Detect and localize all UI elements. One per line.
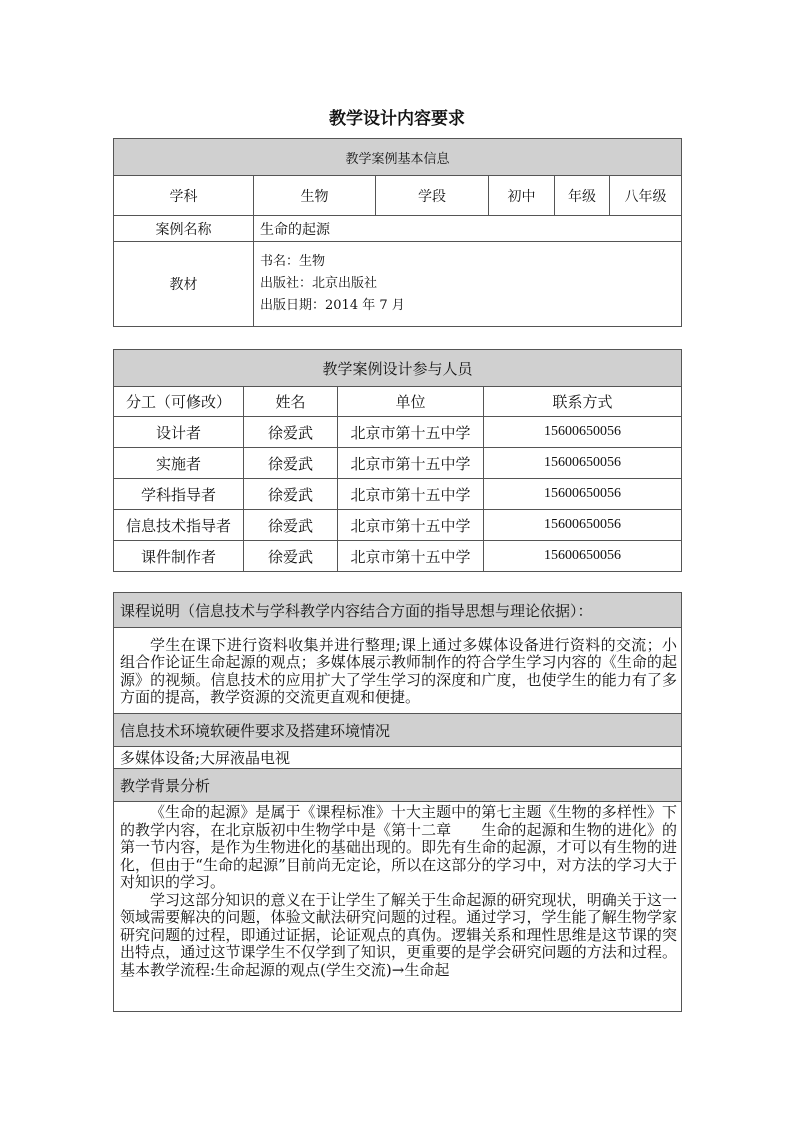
role-cell: 信息技术指导者 bbox=[114, 510, 244, 541]
case-name-value: 生命的起源 bbox=[254, 216, 682, 242]
stage-label: 学段 bbox=[376, 176, 489, 216]
unit-cell: 北京市第十五中学 bbox=[338, 417, 484, 448]
unit-cell: 北京市第十五中学 bbox=[338, 510, 484, 541]
role-cell: 学科指导者 bbox=[114, 479, 244, 510]
environment-header: 信息技术环境软硬件要求及搭建环境情况 bbox=[114, 714, 682, 747]
grade-label: 年级 bbox=[555, 176, 610, 216]
name-cell: 徐爱武 bbox=[244, 417, 338, 448]
material-label: 教材 bbox=[114, 242, 254, 327]
contact-cell: 15600650056 bbox=[484, 448, 682, 479]
publish-date: 出版日期：2014 年 7 月 bbox=[260, 298, 405, 313]
background-header: 教学背景分析 bbox=[114, 769, 682, 802]
table-row bbox=[114, 541, 682, 572]
column-header-name: 姓名 bbox=[244, 387, 338, 417]
role-cell: 实施者 bbox=[114, 448, 244, 479]
contact-cell: 15600650056 bbox=[484, 479, 682, 510]
column-header-unit: 单位 bbox=[338, 387, 484, 417]
unit-cell: 北京市第十五中学 bbox=[338, 479, 484, 510]
publisher: 出版社：北京出版社 bbox=[260, 276, 378, 291]
stage-value: 初中 bbox=[489, 176, 555, 216]
role-cell: 课件制作者 bbox=[114, 541, 244, 572]
page-title: 教学设计内容要求 bbox=[329, 109, 465, 129]
contact-cell: 15600650056 bbox=[484, 541, 682, 572]
material-info bbox=[254, 242, 682, 327]
environment-text: 多媒体设备;大屏液晶电视 bbox=[114, 747, 682, 769]
participants-table bbox=[113, 349, 682, 572]
unit-cell: 北京市第十五中学 bbox=[338, 448, 484, 479]
basic-info-header: 教学案例基本信息 bbox=[114, 139, 682, 176]
grade-value: 八年级 bbox=[610, 176, 682, 216]
explanation-header: 课程说明（信息技术与学科教学内容结合方面的指导思想与理论依据）： bbox=[114, 593, 682, 628]
explanation-text bbox=[114, 628, 682, 714]
contact-cell: 15600650056 bbox=[484, 417, 682, 448]
name-cell: 徐爱武 bbox=[244, 448, 338, 479]
subject-label: 学科 bbox=[114, 176, 254, 216]
unit-cell: 北京市第十五中学 bbox=[338, 541, 484, 572]
table-row bbox=[114, 479, 682, 510]
role-cell: 设计者 bbox=[114, 417, 244, 448]
explanation-paragraph: 学生在课下进行资料收集并进行整理;课上通过多媒体设备进行资料的交流；小组合作论证生命起源的观点；多媒体展示教师制作的符合学生学习内容的《生命的起源》的视频。信息技术的应用扩大了学生学习的深度和广度，也使学生的能力有了多方面的提高，教学资源的交流更直观和便捷。 bbox=[120, 635, 677, 706]
subject-value: 生物 bbox=[254, 176, 376, 216]
participants-header: 教学案例设计参与人员 bbox=[114, 350, 682, 387]
background-paragraph-2: 学习这部分知识的意义在于让学生了解关于生命起源的研究现状，明确关于这一领域需要解决的问题，体验文献法研究问题的过程。通过学习，学生能了解生物学家研究问题的过程，即通过证据，论证观点的真伪。逻辑关系和理性思维是这节课的突出特点，通过这节课学生不仅学到了知识，更重要的是学会研究问题的方法和过程。基本教学流程:生命起源的观点(学生交流)→生命起 bbox=[120, 890, 677, 979]
book-name: 书名：生物 bbox=[260, 254, 326, 269]
table-row bbox=[114, 417, 682, 448]
name-cell: 徐爱武 bbox=[244, 541, 338, 572]
case-name-label: 案例名称 bbox=[114, 216, 254, 242]
column-header-role: 分工（可修改） bbox=[114, 387, 244, 417]
name-cell: 徐爱武 bbox=[244, 479, 338, 510]
name-cell: 徐爱武 bbox=[244, 510, 338, 541]
table-row bbox=[114, 510, 682, 541]
basic-info-table bbox=[113, 138, 682, 327]
table-row bbox=[114, 448, 682, 479]
contact-cell: 15600650056 bbox=[484, 510, 682, 541]
background-text bbox=[114, 802, 682, 1012]
course-table bbox=[113, 592, 682, 1012]
background-paragraph-1: 《生命的起源》是属于《课程标准》十大主题中的第七主题《生物的多样性》下的教学内容，在北京版初中生物学中是《第十二章 生命的起源和生物的进化》的第一节内容，是作为生物进化的基础出现的。即先有生命的起源，才可以有生物的进化，但由于“生命的起源”目前尚无定论，所以在这部分的学习中，对方法的学习大于对知识的学习。 bbox=[120, 803, 677, 891]
column-header-contact: 联系方式 bbox=[484, 387, 682, 417]
